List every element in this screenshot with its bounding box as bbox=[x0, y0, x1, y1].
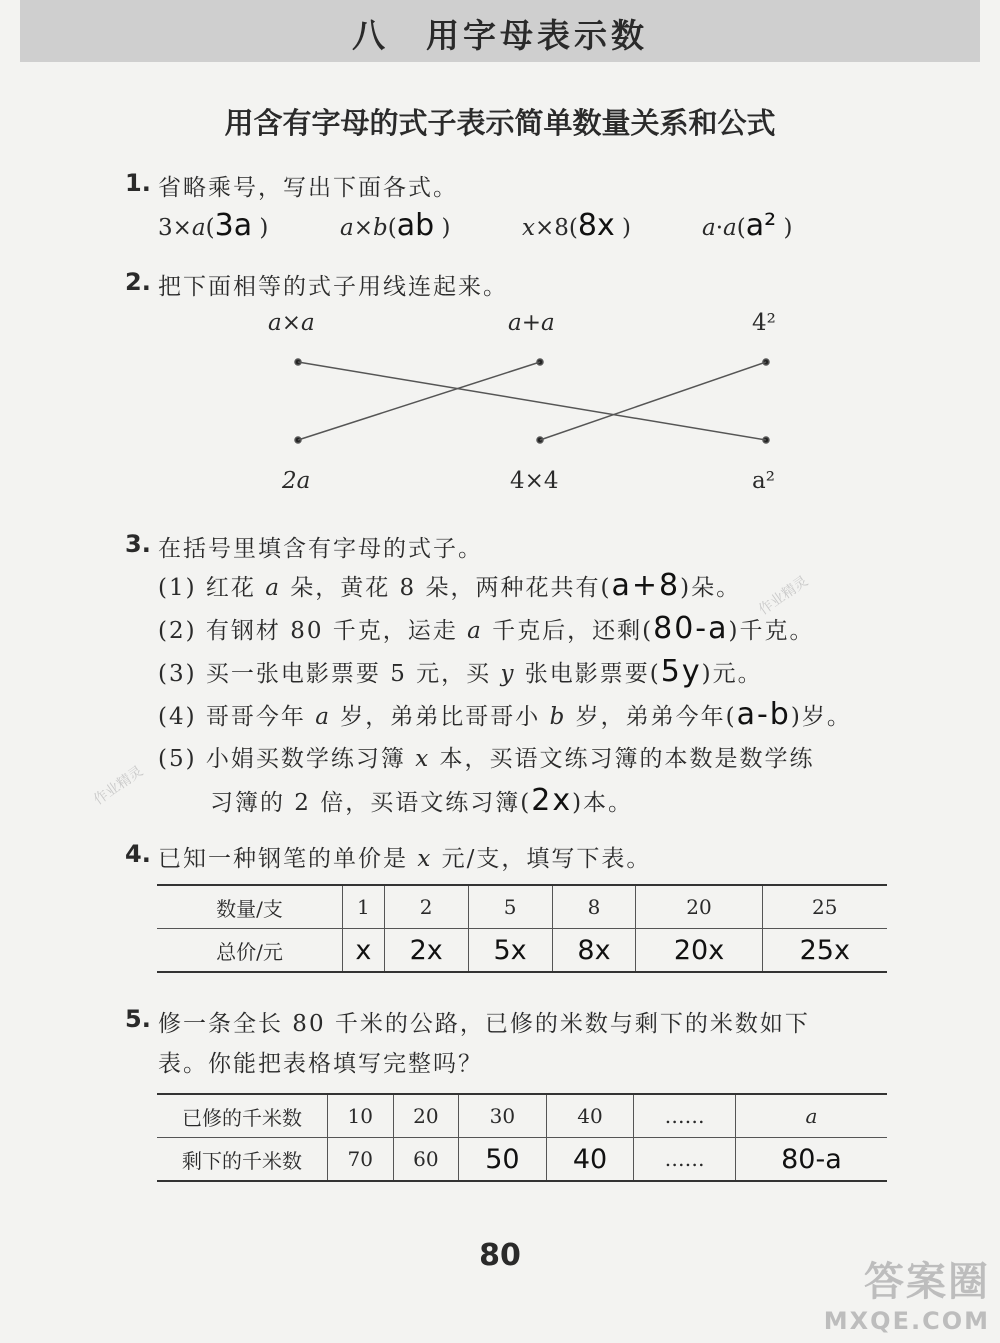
q3-item-3-answer: 5y bbox=[660, 654, 702, 689]
q3-item-1-mid: 朵，黄花 8 朵，两种花共有( bbox=[290, 575, 612, 601]
chapter-title: 八 用字母表示数 bbox=[352, 16, 648, 55]
q5-row1-cell: 30 bbox=[459, 1094, 547, 1138]
q3-item-2 bbox=[158, 611, 815, 646]
q5-row1-label: 已修的千米数 bbox=[157, 1094, 328, 1138]
q4-row2-answer: 25x bbox=[762, 929, 887, 973]
q2-bottom-1: 2a bbox=[282, 468, 311, 494]
q2-text: 把下面相等的式子用线连起来。 bbox=[158, 274, 508, 300]
q4-table-row-total bbox=[157, 929, 887, 973]
q1-item-2-var1: a bbox=[340, 215, 354, 241]
q3-item-5-label: (5) bbox=[158, 746, 197, 772]
q5-row2-cell: …… bbox=[634, 1138, 736, 1182]
q4-number: 4. bbox=[125, 840, 151, 868]
q1-item-1-expr: 3× bbox=[158, 215, 192, 241]
q5-row2-cell: 60 bbox=[393, 1138, 459, 1182]
q3-item-1-answer: a+8 bbox=[611, 568, 681, 603]
q3-item-5-after: )本。 bbox=[572, 790, 634, 816]
q1-item-1-var: a bbox=[191, 215, 206, 241]
q1-item-4-var1: a bbox=[702, 215, 716, 241]
q3-item-2-label: (2) bbox=[158, 618, 197, 644]
q3-item-3-label: (3) bbox=[158, 661, 197, 687]
site-logo-text: 答案圈 bbox=[864, 1259, 990, 1305]
q3-item-5-mid: 本，买语文练习簿的本数是数学练 bbox=[439, 746, 815, 772]
page-number: 80 bbox=[479, 1238, 521, 1273]
q3-item-4-mid: 岁，弟弟比哥哥小 bbox=[340, 704, 541, 730]
q4-row1-cell: 2 bbox=[384, 885, 468, 929]
q3-item-2-answer: 80-a bbox=[653, 611, 729, 646]
q3-number: 3. bbox=[125, 530, 151, 558]
q1-item-2-var2: b bbox=[373, 215, 388, 241]
q2-top-1: a×a bbox=[268, 310, 315, 336]
section-subtitle: 用含有字母的式子表示简单数量关系和公式 bbox=[224, 106, 776, 140]
q4-row1-cell: 5 bbox=[468, 885, 552, 929]
q3-item-5-before: 小娟买数学练习簿 bbox=[205, 746, 406, 772]
q1-item-3-answer: 8x bbox=[577, 208, 615, 243]
q5-table-row-done bbox=[157, 1094, 887, 1138]
q3-item-1-label: (1) bbox=[158, 575, 197, 601]
q3-item-4 bbox=[158, 697, 852, 732]
q1-item-2-answer: ab bbox=[396, 208, 435, 243]
q2-top-3: 4² bbox=[752, 310, 776, 336]
q3-item-3-after: )元。 bbox=[701, 661, 763, 687]
q1-item-4-var2: a bbox=[723, 215, 737, 241]
q4-row2-answer: x bbox=[343, 929, 385, 973]
q4-text bbox=[158, 840, 651, 873]
q5-row2-cell: 70 bbox=[328, 1138, 394, 1182]
q1-item-4: a·a(a² ) bbox=[702, 208, 793, 243]
q5-row2-answer: 40 bbox=[546, 1138, 634, 1182]
q3-item-4-answer: a-b bbox=[736, 697, 791, 732]
q4-row2-answer: 5x bbox=[468, 929, 552, 973]
q4-table-row-quantity bbox=[157, 885, 887, 929]
q3-item-1-after: )朵。 bbox=[680, 575, 742, 601]
q5-table-row-remaining bbox=[157, 1138, 887, 1182]
q2-bottom-3: a² bbox=[752, 468, 775, 494]
q4-row2-answer: 2x bbox=[384, 929, 468, 973]
q3-item-1-before: 红花 bbox=[205, 575, 256, 601]
q4-row1-label: 数量/支 bbox=[157, 885, 343, 929]
q4-var: x bbox=[417, 846, 433, 872]
q4-row2-answer: 20x bbox=[636, 929, 762, 973]
q1-item-3: x×8(8x ) bbox=[522, 208, 632, 243]
site-logo bbox=[824, 1250, 990, 1335]
q3-item-2-after: )千克。 bbox=[728, 618, 815, 644]
q5-table bbox=[157, 1093, 887, 1182]
q3-item-4-var: a bbox=[315, 704, 331, 730]
q4-row2-answer: 8x bbox=[552, 929, 636, 973]
q1-item-3-var: x bbox=[522, 215, 535, 241]
q1-item-2-op: × bbox=[353, 215, 373, 241]
q5-row1-cell: 20 bbox=[393, 1094, 459, 1138]
q3-item-3-var: y bbox=[500, 661, 516, 687]
q2-bottom-2: 4×4 bbox=[510, 468, 559, 494]
q4-row1-cell: 20 bbox=[636, 885, 762, 929]
q3-item-4-var2: b bbox=[549, 704, 567, 730]
q1-item-3-expr: ×8 bbox=[534, 215, 569, 241]
q5-row1-cell: a bbox=[735, 1094, 887, 1138]
q3-item-4-after: )岁。 bbox=[790, 704, 852, 730]
q4-text-before: 已知一种钢笔的单价是 bbox=[158, 846, 408, 872]
q4-row2-label: 总价/元 bbox=[157, 929, 343, 973]
q5-row1-cell: …… bbox=[634, 1094, 736, 1138]
q3-item-5-answer: 2x bbox=[531, 783, 573, 818]
watermark: 作业精灵 bbox=[91, 763, 147, 809]
q3-item-3-mid: 张电影票要( bbox=[524, 661, 661, 687]
q1-number: 1. bbox=[125, 169, 151, 197]
watermark: 作业精灵 bbox=[756, 573, 812, 619]
q3-item-5-var: x bbox=[415, 746, 431, 772]
q4-row1-cell: 1 bbox=[343, 885, 385, 929]
q1-item-1: 3×a(3a ) bbox=[158, 208, 269, 243]
q3-item-2-mid: 千克后，还剩( bbox=[492, 618, 654, 644]
q3-item-5-line2-before: 习簿的 2 倍，买语文练习簿( bbox=[210, 790, 532, 816]
q4-row1-cell: 8 bbox=[552, 885, 636, 929]
q3-text: 在括号里填含有字母的式子。 bbox=[158, 536, 483, 562]
q3-item-2-before: 有钢材 80 千克，运走 bbox=[205, 618, 458, 644]
q5-row2-label: 剩下的千米数 bbox=[157, 1138, 328, 1182]
q1-item-2: a×b(ab ) bbox=[340, 208, 451, 243]
q2-match-line bbox=[540, 362, 766, 440]
q1-item-4-op: · bbox=[715, 215, 724, 241]
site-url: MXQE.COM bbox=[823, 1307, 990, 1335]
q3-item-5-line2 bbox=[210, 783, 633, 818]
q5-line1: 修一条全长 80 千米的公路，已修的米数与剩下的米数如下 bbox=[158, 1011, 810, 1037]
q5-row2-answer: 80-a bbox=[735, 1138, 887, 1182]
q4-table bbox=[157, 884, 887, 973]
q4-row1-cell: 25 bbox=[762, 885, 887, 929]
q3-item-2-var: a bbox=[467, 618, 483, 644]
q3-item-4-before: 哥哥今年 bbox=[205, 704, 306, 730]
q3-item-5-line1 bbox=[158, 740, 815, 773]
q5-line2: 表。你能把表格填写完整吗？ bbox=[158, 1051, 483, 1077]
q1-item-1-answer: 3a bbox=[214, 208, 253, 243]
q3-item-4-mid2: 岁，弟弟今年( bbox=[575, 704, 737, 730]
q1-item-4-answer: a² bbox=[745, 208, 777, 243]
q4-text-after: 元/支，填写下表。 bbox=[441, 846, 652, 872]
q3-item-1-var: a bbox=[265, 575, 281, 601]
q2-match-line bbox=[298, 362, 540, 440]
q5-number: 5. bbox=[125, 1005, 151, 1033]
q2-match-line bbox=[298, 362, 766, 440]
q2-top-2: a+a bbox=[508, 310, 555, 336]
q5-row1-cell: 10 bbox=[328, 1094, 394, 1138]
q5-row2-answer: 50 bbox=[459, 1138, 547, 1182]
q3-item-4-label: (4) bbox=[158, 704, 197, 730]
q5-row1-cell: 40 bbox=[546, 1094, 634, 1138]
q3-item-3 bbox=[158, 654, 763, 689]
q2-number: 2. bbox=[125, 268, 151, 296]
q1-text: 省略乘号，写出下面各式。 bbox=[158, 175, 458, 201]
q3-item-3-before: 买一张电影票要 5 元，买 bbox=[205, 661, 492, 687]
q3-item-1 bbox=[158, 568, 741, 603]
